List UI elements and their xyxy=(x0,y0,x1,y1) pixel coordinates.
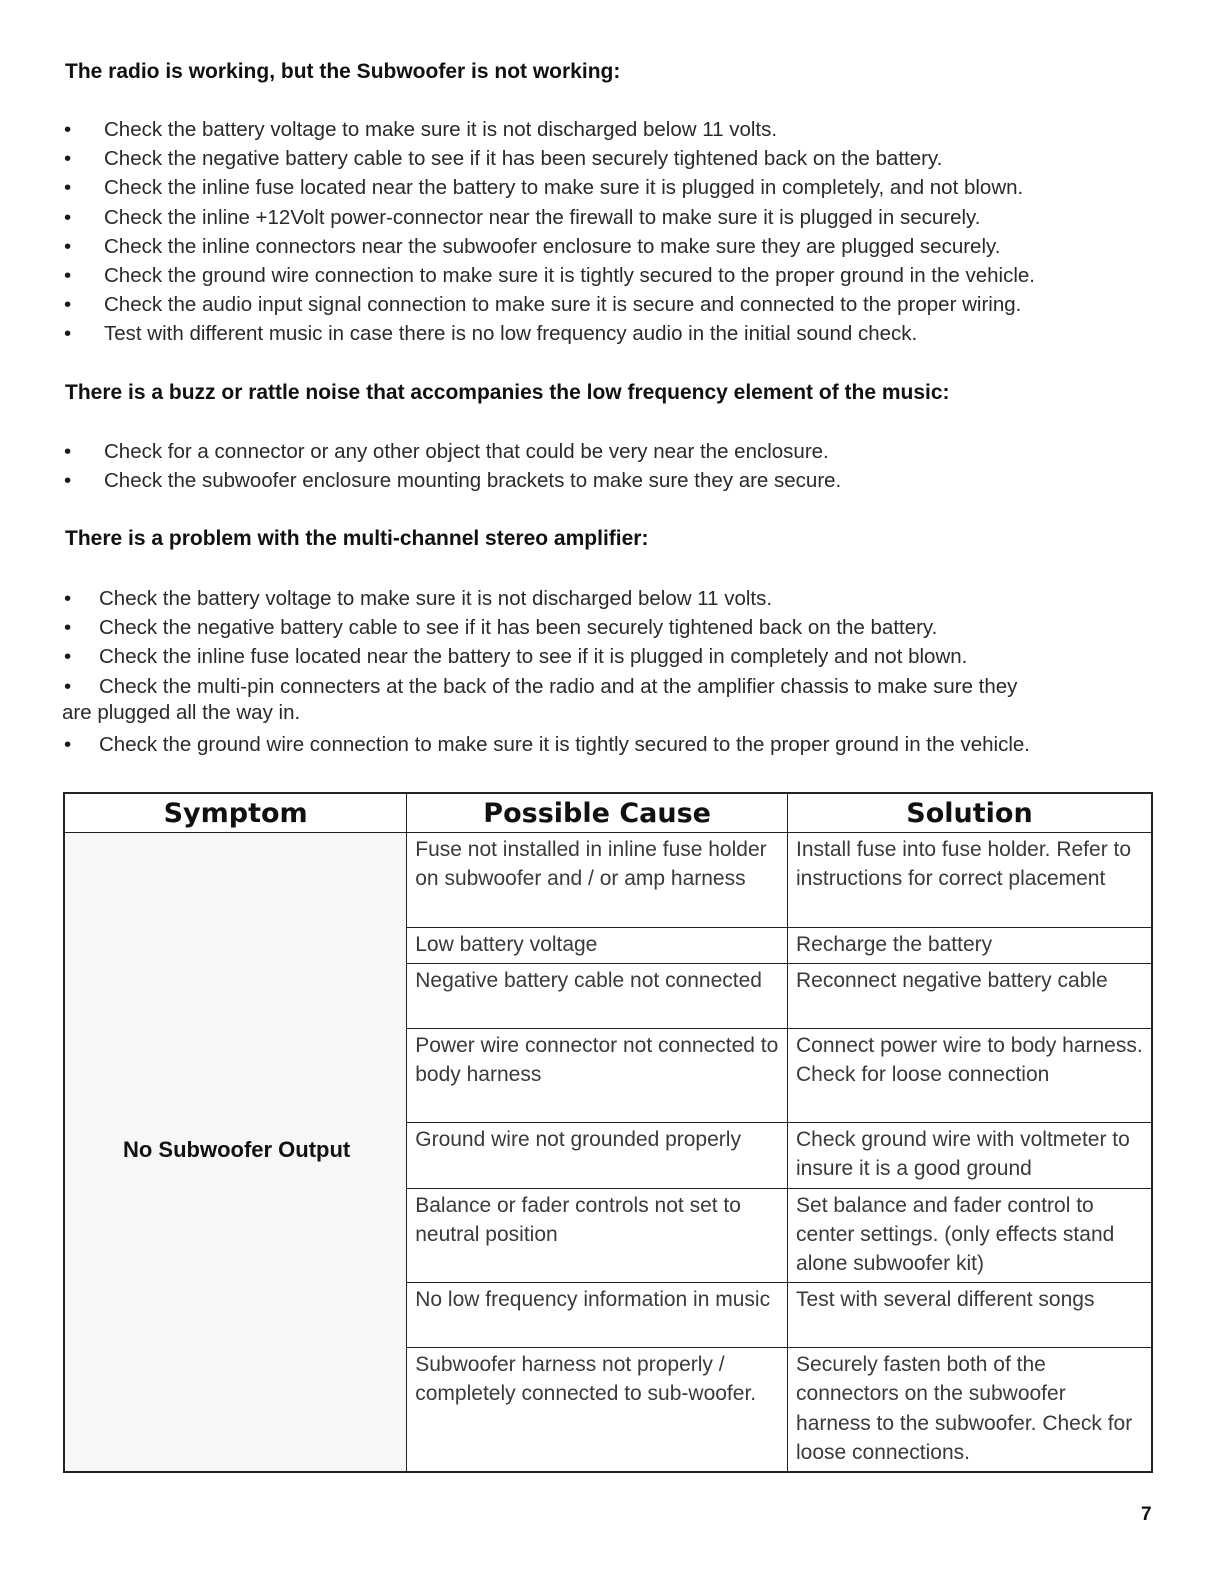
section-heading-amplifier: There is a problem with the multi-channel stereo amplifier: xyxy=(65,527,649,550)
cause-cell: Low battery voltage xyxy=(407,928,788,964)
troubleshooting-table xyxy=(63,792,1153,1473)
solution-cell: Check ground wire with voltmeter to insure it is a good ground xyxy=(788,1123,1152,1188)
list-item-continuation: are plugged all the way in. xyxy=(62,701,301,724)
cause-cell: Fuse not installed in inline fuse holder on subwoofer and / or amp harness xyxy=(407,833,788,928)
symptom-cell: No Subwoofer Output xyxy=(64,833,407,1473)
list-item: • Check the audio input signal connection to make sure it is secure and connected to the proper wiring. xyxy=(64,290,1035,319)
list-item: • Check the ground wire connection to make sure it is tightly secured to the proper ground in the vehicle. xyxy=(64,730,1030,759)
list-item: • Check the battery voltage to make sure it is not discharged below 11 volts. xyxy=(64,115,1035,144)
cause-cell: No low frequency information in music xyxy=(407,1283,788,1348)
solution-cell: Securely fasten both of the connectors on the subwoofer harness to the subwoofer. Check for loose connections. xyxy=(788,1348,1152,1472)
header-possible-cause: Possible Cause xyxy=(407,793,788,833)
list-item: • Check the inline +12Volt power-connector near the firewall to make sure it is plugged in securely. xyxy=(64,203,1035,232)
page-number: 7 xyxy=(1141,1504,1152,1525)
list-item: • Check the inline fuse located near the battery to make sure it is plugged in completely, and not blown. xyxy=(64,173,1035,202)
cause-cell: Ground wire not grounded properly xyxy=(407,1123,788,1188)
solution-cell: Set balance and fader control to center settings. (only effects stand alone subwoofer kit) xyxy=(788,1188,1152,1283)
solution-cell: Install fuse into fuse holder. Refer to instructions for correct placement xyxy=(788,833,1152,928)
amplifier-checklist xyxy=(64,584,1030,759)
list-item: • Check for a connector or any other object that could be very near the enclosure. xyxy=(64,437,841,466)
list-item: • Check the multi-pin connecters at the back of the radio and at the amplifier chassis to make sure they xyxy=(64,672,1030,701)
cause-cell: Balance or fader controls not set to neutral position xyxy=(407,1188,788,1283)
buzz-checklist xyxy=(64,437,841,495)
header-symptom: Symptom xyxy=(64,793,407,833)
list-item: • Check the subwoofer enclosure mounting brackets to make sure they are secure. xyxy=(64,466,841,495)
list-item: • Test with different music in case there is no low frequency audio in the initial sound check. xyxy=(64,319,1035,348)
solution-cell: Test with several different songs xyxy=(788,1283,1152,1348)
cause-cell: Power wire connector not connected to body harness xyxy=(407,1029,788,1123)
subwoofer-checklist xyxy=(64,115,1035,349)
cause-cell: Negative battery cable not connected xyxy=(407,964,788,1029)
list-item: • Check the negative battery cable to see if it has been securely tightened back on the battery. xyxy=(64,144,1035,173)
list-item: • Check the inline connectors near the subwoofer enclosure to make sure they are plugged securely. xyxy=(64,232,1035,261)
table-row xyxy=(64,833,1152,928)
list-item: • Check the negative battery cable to see if it has been securely tightened back on the battery. xyxy=(64,613,1030,642)
section-heading-subwoofer: The radio is working, but the Subwoofer is not working: xyxy=(65,60,621,83)
header-solution: Solution xyxy=(788,793,1152,833)
solution-cell: Reconnect negative battery cable xyxy=(788,964,1152,1029)
solution-cell: Recharge the battery xyxy=(788,928,1152,964)
solution-cell: Connect power wire to body harness. Check for loose connection xyxy=(788,1029,1152,1123)
list-item: • Check the battery voltage to make sure it is not discharged below 11 volts. xyxy=(64,584,1030,613)
list-item: • Check the inline fuse located near the battery to see if it is plugged in completely and not blown. xyxy=(64,642,1030,671)
list-item: • Check the ground wire connection to make sure it is tightly secured to the proper ground in the vehicle. xyxy=(64,261,1035,290)
table-header-row xyxy=(64,793,1152,833)
section-heading-buzz-rattle: There is a buzz or rattle noise that accompanies the low frequency element of the music: xyxy=(65,381,950,404)
cause-cell: Subwoofer harness not properly / completely connected to sub-woofer. xyxy=(407,1348,788,1472)
